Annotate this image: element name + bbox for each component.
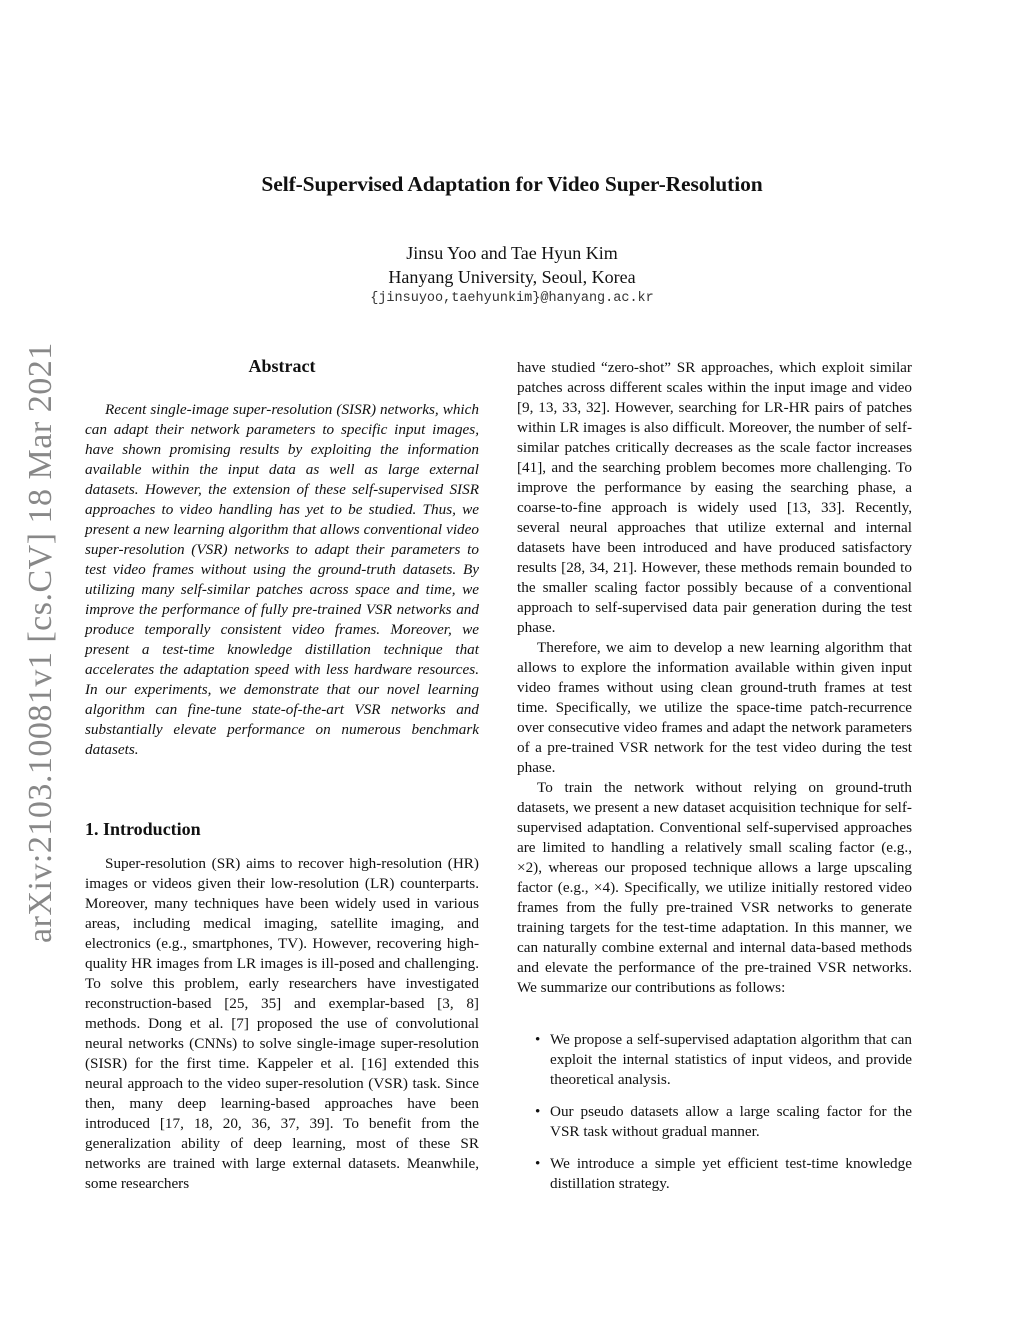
right-column-text <box>517 358 912 998</box>
abstract-text: Recent single-image super-resolution (SISR) networks, which can adapt their network parameters to specific input images, have shown promising results by exploiting the information available within the input data as well as large external datasets. However, the extension of these self-supervised SISR approaches to video handling has yet to be studied. Thus, we present a new learning algorithm that allows conventional video super-resolution (VSR) networks to adapt their parameters to test video frames without using the ground-truth datasets. By utilizing many self-similar patches across space and time, we improve the performance of fully pre-trained VSR networks and produce temporally consistent video frames. Moreover, we present a test-time knowledge distillation technique that accelerates the adaptation speed with less hardware resources. In our experiments, we demonstrate that our novel learning algorithm can fine-tune state-of-the-art VSR networks and substantially elevate performance on numerous benchmark datasets. <box>85 401 479 758</box>
intro-paragraph-continued: have studied “zero-shot” SR approaches, which exploit similar patches across different scales within the input image and video [9, 13, 33, 32]. However, searching for LR-HR pairs of patches within LR images is also difficult. Moreover, the number of self-similar patches critically decreases as the scale factor increases [41], and the searching problem becomes more challenging. To improve the performance by easing the searching phase, a coarse-to-fine approach is widely used [13, 33]. Recently, several neural approaches that utilize external and internal datasets have been introduced and have produced satisfactory results [28, 34, 21]. However, these methods remain bounded to the smaller scaling factor possibly because of a conventional approach to self-supervised data pair generation during the test phase. <box>517 359 912 636</box>
contribution-text: We propose a self-supervised adaptation algorithm that can exploit the internal statistics of input videos, and provide theoretical analysis. <box>550 1031 912 1088</box>
introduction-paragraph: Super-resolution (SR) aims to recover high-resolution (HR) images or videos given their low-resolution (LR) counterparts. Moreover, many techniques have been widely used in various areas, including medical imaging, satellite imaging, and electronics (e.g., smartphones, TV). However, recovering high-quality HR images from LR images is ill-posed and challenging. To solve this problem, early researchers have investigated reconstruction-based [25, 35] and exemplar-based [3, 8] methods. Dong et al. [7] proposed the use of convolutional neural networks (CNNs) to solve single-image super-resolution (SISR) for the first time. Kappeler et al. [16] extended this neural approach to the video super-resolution (VSR) task. Since then, many deep learning-based approaches have been introduced [17, 18, 20, 36, 37, 39]. To benefit from the generalization ability of deep learning, most of these SR networks are trained with large external datasets. Meanwhile, some researchers <box>85 855 479 1192</box>
author-names: Jinsu Yoo and Tae Hyun Kim <box>406 243 618 263</box>
contribution-item <box>535 1030 912 1090</box>
bullet-icon: • <box>535 1155 541 1172</box>
contributions-list <box>535 1030 912 1206</box>
arxiv-identifier-stamp: arXiv:2103.10081v1 [cs.CV] 18 Mar 2021 <box>22 342 59 943</box>
contribution-item <box>535 1154 912 1194</box>
intro-paragraph-aim: Therefore, we aim to develop a new learning algorithm that allows to explore the information available within given input video frames without using clean ground-truth frames at test time. Specifically, we utilize the space-time patch-recurrence over consecutive video frames and adapt the network parameters of a pre-trained VSR network for the test video during the test phase. <box>517 639 912 776</box>
contribution-text: We introduce a simple yet efficient test-time knowledge distillation strategy. <box>550 1155 912 1192</box>
affiliation: Hanyang University, Seoul, Korea <box>388 267 636 287</box>
bullet-icon: • <box>535 1103 541 1120</box>
abstract-heading: Abstract <box>248 356 316 376</box>
contribution-text: Our pseudo datasets allow a large scaling factor for the VSR task without gradual manner. <box>550 1103 912 1140</box>
paper-title: Self-Supervised Adaptation for Video Super-Resolution <box>261 172 763 196</box>
author-emails: {jinsuyoo,taehyunkim}@hanyang.ac.kr <box>370 291 654 306</box>
contribution-item <box>535 1102 912 1142</box>
intro-paragraph-dataset: To train the network without relying on ground-truth datasets, we present a new dataset acquisition technique for self-supervised adaptation. Conventional self-supervised approaches are limited to handling a relatively small scaling factor (e.g., ×2), whereas our proposed technique allows a large upscaling factor (e.g., ×4). Specifically, we utilize initially restored video frames from the fully pre-trained VSR networks to generate training targets for the test-time adaptation. In this manner, we can naturally combine external and internal data-based methods and elevate the performance of the pre-trained VSR networks. We summarize our contributions as follows: <box>517 779 912 996</box>
bullet-icon: • <box>535 1031 541 1048</box>
introduction-heading: 1. Introduction <box>85 819 201 839</box>
author-block <box>0 241 1024 289</box>
